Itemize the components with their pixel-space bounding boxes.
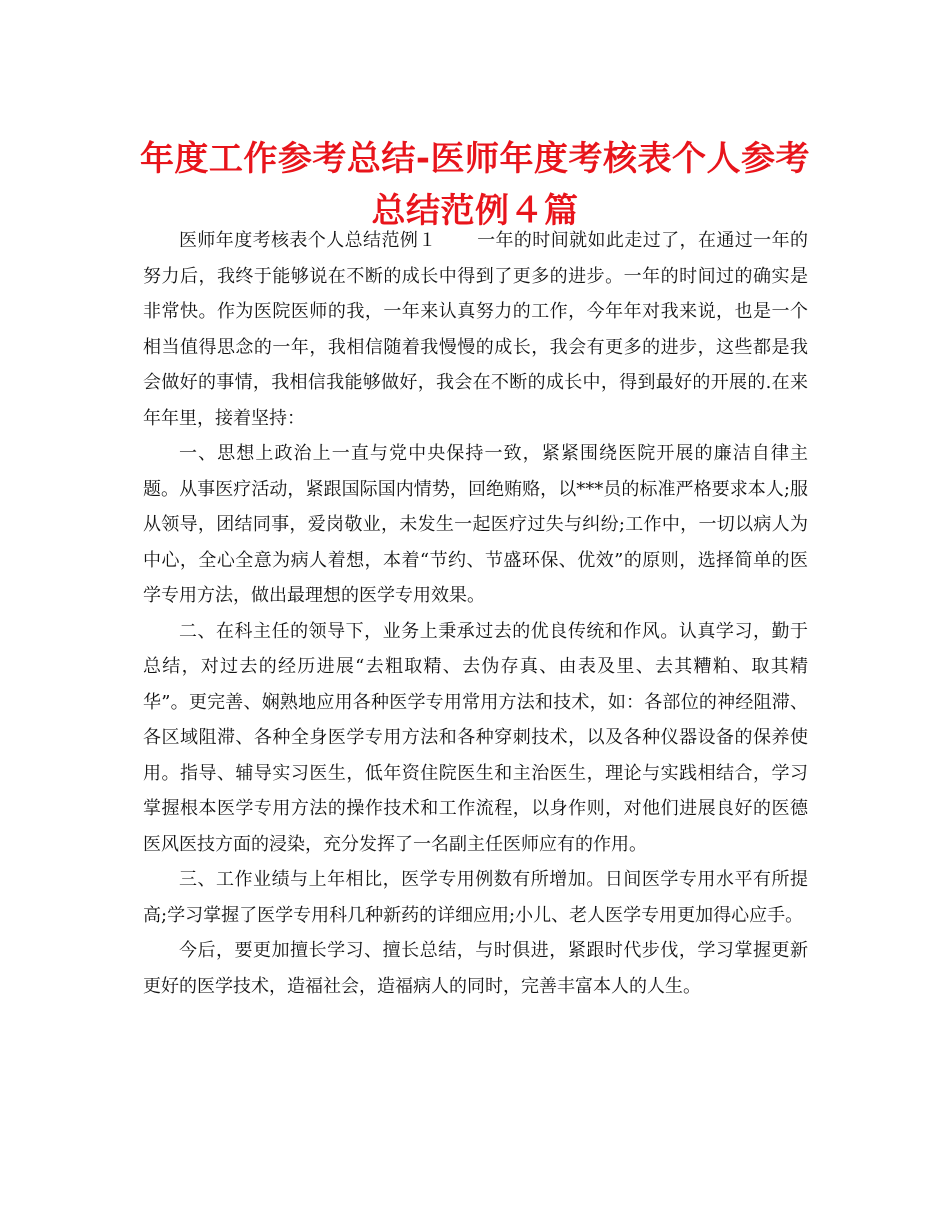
intro-text: 一年的时间就如此走过了，在通过一年的努力后，我终于能够说在不断的成长中得到了更多的进步。一年的时间过的确实是非常快。作为医院医师的我，一年来认真努力的工作，今年年对我来说，也是一个相当值得思念的一年，我相信随着我慢慢的成长，我会有更多的进步，这些都是我会做好的事情，我相信我能够做好，我会在不断的成长中，得到最好的开展的.在来年年里，接着坚持： <box>143 230 808 429</box>
document-title: 年度工作参考总结-医师年度考核表个人参考总结范例４篇 <box>139 139 811 231</box>
paragraph-point-3: 三、工作业绩与上年相比，医学专用例数有所增加。日间医学专用水平有所提高;学习掌握了医学专用科几种新药的详细应用;小儿、老人医学专用更加得心应手。 <box>143 869 808 926</box>
paragraph-point-2: 二、在科主任的领导下，业务上秉承过去的优良传统和作风。认真学习，勤于总结，对过去的经历进展“去粗取精、去伪存真、由表及里、去其糟粕、取其精华”。更完善、娴熟地应用各种医学专用常用方法和技术，如：各部位的神经阻滞、各区域阻滞、各种全身医学专用方法和各种穿刺技术，以及各种仪器设备的保养使用。指导、辅导实习医生，低年资住院医生和主治医生，理论与实践相结合，学习掌握根本医学专用方法的操作技术和工作流程，以身作则，对他们进展良好的医德医风医技方面的浸染，充分发挥了一名副主任医师应有的作用。 <box>143 620 808 855</box>
intro-heading: 医师年度考核表个人总结范例１ <box>179 230 437 251</box>
paragraph-intro <box>143 223 808 436</box>
document-body <box>143 223 808 1004</box>
paragraph-conclusion: 今后，要更加擅长学习、擅长总结，与时俱进，紧跟时代步伐，学习掌握更新更好的医学技术，造福社会，造福病人的同时，完善丰富本人的人生。 <box>143 940 808 997</box>
paragraph-point-1: 一、思想上政治上一直与党中央保持一致，紧紧围绕医院开展的廉洁自律主题。从事医疗活动，紧跟国际国内情势，回绝贿赂，以***员的标准严格要求本人;服从领导，团结同事，爱岗敬业，未发生一起医疗过失与纠纷;工作中，一切以病人为中心，全心全意为病人着想，本着“节约、节盛环保、优效”的原则，选择简单的医学专用方法，做出最理想的医学专用效果。 <box>143 443 808 606</box>
